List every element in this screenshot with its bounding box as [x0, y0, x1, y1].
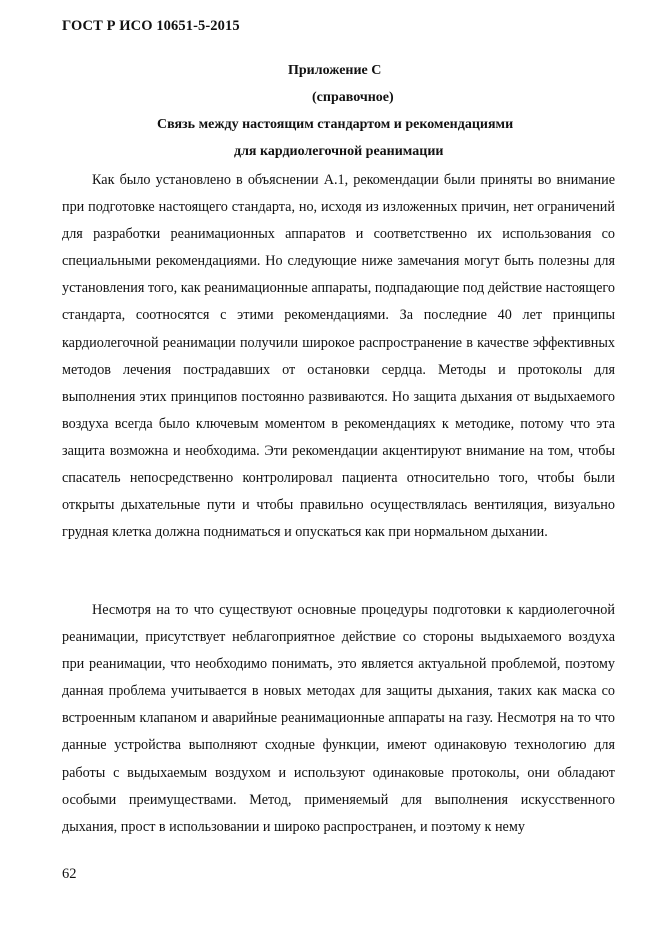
annex-type: (справочное): [312, 90, 394, 105]
body-paragraph-1: Как было установлено в объяснении А.1, рекомендации были приняты во внимание при подготовке настоящего стандарта, но, исходя из изложенных причин, нет ограничений для разработки реанимационных аппаратов и соответственно их использования со специальными рекомендациями. Но следующие ниже замечания могут быть полезны для установления того, как реанимационные аппараты, подпадающие под действие настоящего стандарта, соотносятся с этими рекомендациями. За последние 40 лет принципы кардиолегочной реанимации получили широкое распространение в качестве эффективных методов лечения пострадавших от остановки сердца. Методы и протоколы для выполнения этих принципов постоянно развиваются. Но защита дыхания от выдыхаемого воздуха всегда было ключевым моментом в рекомендациях к методике, потому что эта защита возможна и необходима. Эти рекомендации акцентируют внимание на том, чтобы спасатель непосредственно контролировал пациента относительно того, чтобы были открыты дыхательные пути и чтобы правильно осуществлялась вентиляция, визуально грудная клетка должна подниматься и опускаться как при нормальном дыхании.: [62, 172, 615, 541]
annex-heading-line-2: для кардиолегочной реанимации: [234, 144, 444, 159]
body-paragraph-2: Несмотря на то что существуют основные процедуры подготовки к кардиолегочной реанимации, присутствует неблагоприятное действие со стороны выдыхаемого воздуха при реанимации, что необходимо понимать, это является актуальной проблемой, поэтому данная проблема учитывается в новых методах для защиты дыхания, таких как маска со встроенным клапаном и аварийные реанимационные аппараты на газу. Несмотря на то что данные устройства выполняют сходные функции, имеют одинаковую технологию для работы с выдыхаемым воздухом и используют одинаковые протоколы, они обладают особыми преимуществами. Метод, применяемый для выполнения искусственного дыхания, прост в использовании и широко распространен, и поэтому к нему: [62, 602, 615, 835]
annex-heading-line-1: Связь между настоящим стандартом и рекомендациями: [157, 117, 514, 132]
annex-title: Приложение С: [288, 63, 382, 78]
document-code-header: ГОСТ Р ИСО 10651-5-2015: [62, 18, 240, 34]
page-number: 62: [62, 866, 77, 882]
